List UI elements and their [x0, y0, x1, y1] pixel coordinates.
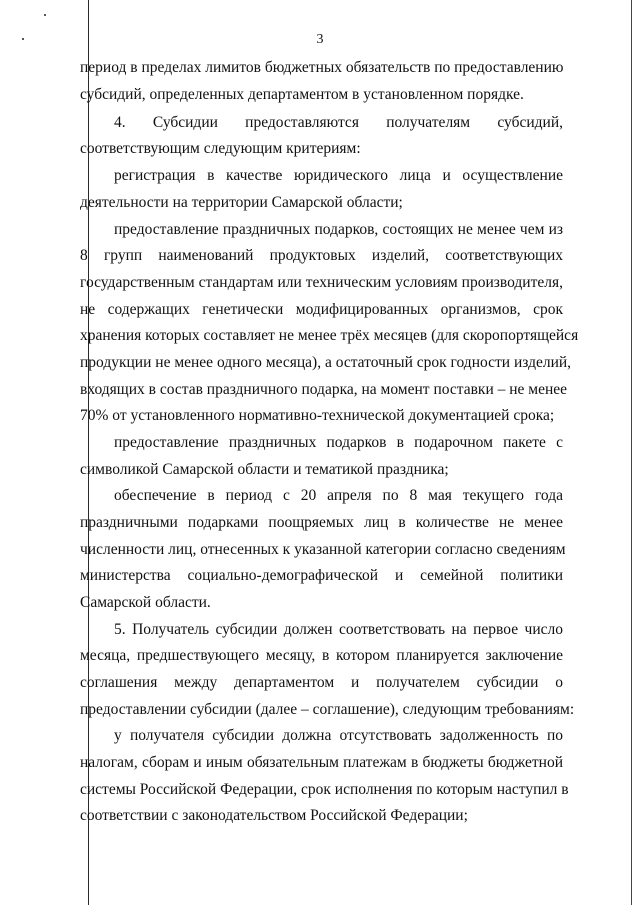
text-line: Самарской области.	[80, 594, 211, 611]
text-line: 8 групп наименований продуктовых изделий, соответствующих	[80, 247, 563, 264]
text-line: деятельности на территории Самарской области;	[80, 194, 403, 211]
paragraph-heading-line: 5. Получатель субсидии должен соответствовать на первое число	[114, 621, 563, 638]
text-line: соответствии с законодательством Российской Федерации;	[80, 807, 468, 824]
text-line: субсидий, определенных департаментом в установленном порядке.	[80, 86, 524, 103]
text-line: продукции не менее одного месяца), а остаточный срок годности изделий,	[80, 354, 572, 371]
text-line: государственным стандартам или техническим условиям производителя,	[80, 274, 563, 291]
text-line: предоставление праздничных подарков в подарочном пакете с	[114, 434, 563, 451]
text-line: хранения которых составляет не менее трёх месяцев (для скоропортящейся	[80, 327, 579, 344]
scan-speck	[44, 14, 46, 16]
text-line: обеспечение в период с 20 апреля по 8 мая текущего года	[114, 487, 563, 504]
text-line: входящих в состав праздничного подарка, на момент поставки – не менее	[80, 381, 568, 398]
text-line: период в пределах лимитов бюджетных обязательств по предоставлению	[80, 59, 564, 76]
text-line: месяца, предшествующего месяцу, в котором планируется заключение	[80, 647, 563, 664]
text-line: 70% от установленного нормативно-технической документацией срока;	[80, 407, 555, 424]
text-line: регистрация в качестве юридического лица и осуществление	[114, 167, 563, 184]
text-line: символикой Самарской области и тематикой праздника;	[80, 461, 449, 478]
page-number: 3	[316, 32, 324, 47]
text-line: не содержащих генетически модифицированных организмов, срок	[80, 301, 563, 318]
text-line: численности лиц, отнесенных к указанной категории согласно сведениям	[80, 541, 566, 558]
text-line: соглашения между департаментом и получателем субсидии о	[80, 674, 563, 691]
text-line: министерства социально-демографической и семейной политики	[80, 567, 563, 584]
paragraph-heading-line: 4. Субсидии предоставляются получателям субсидий,	[114, 114, 563, 131]
scan-edge-line-right	[631, 0, 632, 905]
text-line: налогам, сборам и иным обязательным платежам в бюджеты бюджетной	[80, 754, 563, 771]
text-line: системы Российской Федерации, срок исполнения по которым наступил в	[80, 781, 569, 798]
text-line: предоставлении субсидии (далее – соглашение), следующим требованиям:	[80, 701, 575, 718]
text-line: у получателя субсидии должна отсутствовать задолженность по	[114, 727, 563, 744]
text-line: предоставление праздничных подарков, состоящих не менее чем из	[114, 221, 563, 238]
text-line: соответствующим следующим критериям:	[80, 140, 361, 157]
text-line: праздничными подарками поощряемых лиц в количестве не менее	[80, 514, 563, 531]
